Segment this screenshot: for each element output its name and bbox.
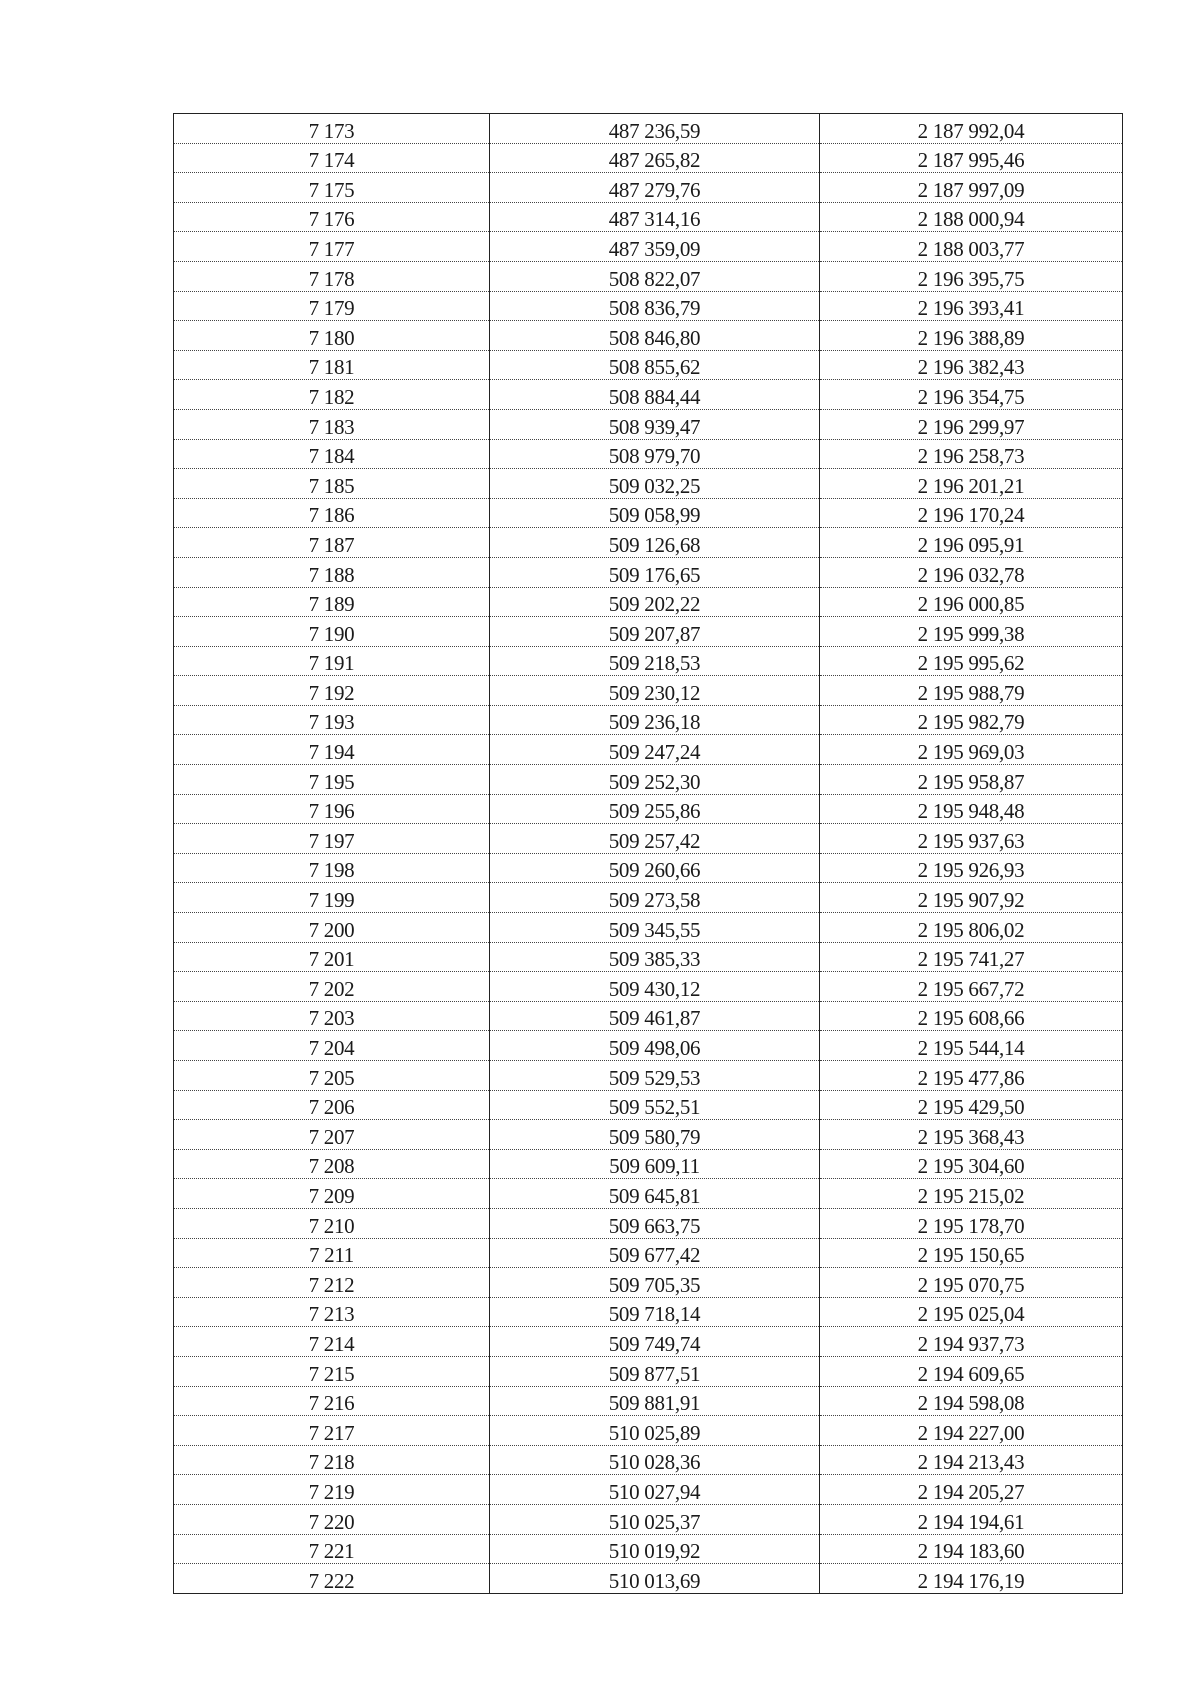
x-coordinate-cell: 509 677,42	[490, 1238, 820, 1268]
x-coordinate-cell: 509 218,53	[490, 646, 820, 676]
point-number-cell: 7 222	[174, 1564, 490, 1594]
point-number-cell: 7 187	[174, 528, 490, 558]
x-coordinate-cell: 509 230,12	[490, 676, 820, 706]
y-coordinate-cell: 2 195 608,66	[820, 1001, 1123, 1031]
y-coordinate-cell: 2 195 368,43	[820, 1120, 1123, 1150]
table-row	[174, 824, 1123, 854]
x-coordinate-cell: 487 314,16	[490, 202, 820, 232]
y-coordinate-cell: 2 196 258,73	[820, 439, 1123, 469]
y-coordinate-cell: 2 195 667,72	[820, 972, 1123, 1002]
y-coordinate-cell: 2 195 907,92	[820, 883, 1123, 913]
x-coordinate-cell: 509 176,65	[490, 557, 820, 587]
y-coordinate-cell: 2 195 070,75	[820, 1268, 1123, 1298]
x-coordinate-cell: 508 836,79	[490, 291, 820, 321]
y-coordinate-cell: 2 195 926,93	[820, 853, 1123, 883]
x-coordinate-cell: 487 236,59	[490, 114, 820, 144]
x-coordinate-cell: 509 247,24	[490, 735, 820, 765]
point-number-cell: 7 183	[174, 409, 490, 439]
table-row	[174, 705, 1123, 735]
table-row	[174, 1208, 1123, 1238]
table-row	[174, 557, 1123, 587]
table-row	[174, 1031, 1123, 1061]
x-coordinate-cell: 509 461,87	[490, 1001, 820, 1031]
point-number-cell: 7 176	[174, 202, 490, 232]
point-number-cell: 7 210	[174, 1208, 490, 1238]
point-number-cell: 7 213	[174, 1297, 490, 1327]
y-coordinate-cell: 2 195 544,14	[820, 1031, 1123, 1061]
point-number-cell: 7 177	[174, 232, 490, 262]
point-number-cell: 7 180	[174, 321, 490, 351]
table-row	[174, 794, 1123, 824]
point-number-cell: 7 185	[174, 469, 490, 499]
y-coordinate-cell: 2 194 213,43	[820, 1445, 1123, 1475]
point-number-cell: 7 190	[174, 617, 490, 647]
x-coordinate-cell: 508 884,44	[490, 380, 820, 410]
x-coordinate-cell: 509 552,51	[490, 1090, 820, 1120]
point-number-cell: 7 186	[174, 498, 490, 528]
y-coordinate-cell: 2 195 477,86	[820, 1061, 1123, 1091]
x-coordinate-cell: 510 025,37	[490, 1504, 820, 1534]
x-coordinate-cell: 508 846,80	[490, 321, 820, 351]
point-number-cell: 7 205	[174, 1061, 490, 1091]
table-row	[174, 1504, 1123, 1534]
table-row	[174, 409, 1123, 439]
x-coordinate-cell: 509 255,86	[490, 794, 820, 824]
point-number-cell: 7 199	[174, 883, 490, 913]
table-row	[174, 261, 1123, 291]
x-coordinate-cell: 509 663,75	[490, 1208, 820, 1238]
point-number-cell: 7 221	[174, 1534, 490, 1564]
x-coordinate-cell: 509 580,79	[490, 1120, 820, 1150]
table-row	[174, 202, 1123, 232]
point-number-cell: 7 197	[174, 824, 490, 854]
y-coordinate-cell: 2 196 354,75	[820, 380, 1123, 410]
y-coordinate-cell: 2 188 000,94	[820, 202, 1123, 232]
y-coordinate-cell: 2 195 982,79	[820, 705, 1123, 735]
table-row	[174, 1445, 1123, 1475]
table-row	[174, 913, 1123, 943]
x-coordinate-cell: 510 025,89	[490, 1416, 820, 1446]
table-row	[174, 1149, 1123, 1179]
y-coordinate-cell: 2 195 969,03	[820, 735, 1123, 765]
point-number-cell: 7 193	[174, 705, 490, 735]
table-row	[174, 735, 1123, 765]
y-coordinate-cell: 2 194 176,19	[820, 1564, 1123, 1594]
table-row	[174, 646, 1123, 676]
x-coordinate-cell: 509 705,35	[490, 1268, 820, 1298]
point-number-cell: 7 195	[174, 765, 490, 795]
table-row	[174, 587, 1123, 617]
point-number-cell: 7 204	[174, 1031, 490, 1061]
point-number-cell: 7 175	[174, 173, 490, 203]
y-coordinate-cell: 2 196 393,41	[820, 291, 1123, 321]
y-coordinate-cell: 2 196 388,89	[820, 321, 1123, 351]
point-number-cell: 7 218	[174, 1445, 490, 1475]
y-coordinate-cell: 2 194 194,61	[820, 1504, 1123, 1534]
y-coordinate-cell: 2 195 178,70	[820, 1208, 1123, 1238]
y-coordinate-cell: 2 194 183,60	[820, 1534, 1123, 1564]
y-coordinate-cell: 2 195 150,65	[820, 1238, 1123, 1268]
table-row	[174, 676, 1123, 706]
y-coordinate-cell: 2 196 170,24	[820, 498, 1123, 528]
x-coordinate-cell: 509 718,14	[490, 1297, 820, 1327]
point-number-cell: 7 174	[174, 143, 490, 173]
x-coordinate-cell: 509 881,91	[490, 1386, 820, 1416]
y-coordinate-cell: 2 195 948,48	[820, 794, 1123, 824]
x-coordinate-cell: 510 019,92	[490, 1534, 820, 1564]
x-coordinate-cell: 510 028,36	[490, 1445, 820, 1475]
y-coordinate-cell: 2 196 000,85	[820, 587, 1123, 617]
table-row	[174, 617, 1123, 647]
x-coordinate-cell: 487 265,82	[490, 143, 820, 173]
x-coordinate-cell: 487 279,76	[490, 173, 820, 203]
point-number-cell: 7 216	[174, 1386, 490, 1416]
y-coordinate-cell: 2 195 958,87	[820, 765, 1123, 795]
point-number-cell: 7 178	[174, 261, 490, 291]
point-number-cell: 7 201	[174, 942, 490, 972]
point-number-cell: 7 215	[174, 1356, 490, 1386]
table-row	[174, 469, 1123, 499]
table-row	[174, 1061, 1123, 1091]
y-coordinate-cell: 2 196 395,75	[820, 261, 1123, 291]
point-number-cell: 7 211	[174, 1238, 490, 1268]
y-coordinate-cell: 2 196 201,21	[820, 469, 1123, 499]
x-coordinate-cell: 510 013,69	[490, 1564, 820, 1594]
table-row	[174, 853, 1123, 883]
x-coordinate-cell: 509 529,53	[490, 1061, 820, 1091]
point-number-cell: 7 191	[174, 646, 490, 676]
point-number-cell: 7 203	[174, 1001, 490, 1031]
y-coordinate-cell: 2 195 937,63	[820, 824, 1123, 854]
point-number-cell: 7 217	[174, 1416, 490, 1446]
y-coordinate-cell: 2 195 741,27	[820, 942, 1123, 972]
y-coordinate-cell: 2 195 215,02	[820, 1179, 1123, 1209]
table-row	[174, 1179, 1123, 1209]
table-row	[174, 1268, 1123, 1298]
x-coordinate-cell: 509 202,22	[490, 587, 820, 617]
point-number-cell: 7 209	[174, 1179, 490, 1209]
y-coordinate-cell: 2 196 095,91	[820, 528, 1123, 558]
table-row	[174, 439, 1123, 469]
point-number-cell: 7 198	[174, 853, 490, 883]
table-row	[174, 942, 1123, 972]
y-coordinate-cell: 2 196 382,43	[820, 350, 1123, 380]
x-coordinate-cell: 509 126,68	[490, 528, 820, 558]
point-number-cell: 7 220	[174, 1504, 490, 1534]
table-row	[174, 1090, 1123, 1120]
table-row	[174, 1416, 1123, 1446]
x-coordinate-cell: 508 822,07	[490, 261, 820, 291]
y-coordinate-cell: 2 194 598,08	[820, 1386, 1123, 1416]
x-coordinate-cell: 509 058,99	[490, 498, 820, 528]
point-number-cell: 7 192	[174, 676, 490, 706]
y-coordinate-cell: 2 196 032,78	[820, 557, 1123, 587]
y-coordinate-cell: 2 187 992,04	[820, 114, 1123, 144]
y-coordinate-cell: 2 194 937,73	[820, 1327, 1123, 1357]
x-coordinate-cell: 509 498,06	[490, 1031, 820, 1061]
point-number-cell: 7 206	[174, 1090, 490, 1120]
point-number-cell: 7 208	[174, 1149, 490, 1179]
x-coordinate-cell: 509 260,66	[490, 853, 820, 883]
y-coordinate-cell: 2 187 997,09	[820, 173, 1123, 203]
point-number-cell: 7 182	[174, 380, 490, 410]
point-number-cell: 7 179	[174, 291, 490, 321]
x-coordinate-cell: 509 032,25	[490, 469, 820, 499]
x-coordinate-cell: 508 855,62	[490, 350, 820, 380]
table-row	[174, 291, 1123, 321]
x-coordinate-cell: 509 877,51	[490, 1356, 820, 1386]
table-row	[174, 1238, 1123, 1268]
y-coordinate-cell: 2 196 299,97	[820, 409, 1123, 439]
x-coordinate-cell: 509 385,33	[490, 942, 820, 972]
table-row	[174, 1534, 1123, 1564]
x-coordinate-cell: 509 430,12	[490, 972, 820, 1002]
table-row	[174, 1001, 1123, 1031]
y-coordinate-cell: 2 195 995,62	[820, 646, 1123, 676]
point-number-cell: 7 200	[174, 913, 490, 943]
table-row	[174, 972, 1123, 1002]
y-coordinate-cell: 2 195 304,60	[820, 1149, 1123, 1179]
x-coordinate-cell: 509 749,74	[490, 1327, 820, 1357]
x-coordinate-cell: 510 027,94	[490, 1475, 820, 1505]
table-row	[174, 350, 1123, 380]
y-coordinate-cell: 2 188 003,77	[820, 232, 1123, 262]
x-coordinate-cell: 509 207,87	[490, 617, 820, 647]
y-coordinate-cell: 2 194 609,65	[820, 1356, 1123, 1386]
point-number-cell: 7 184	[174, 439, 490, 469]
x-coordinate-cell: 509 257,42	[490, 824, 820, 854]
coordinates-table-body	[174, 114, 1123, 1594]
y-coordinate-cell: 2 195 999,38	[820, 617, 1123, 647]
table-row	[174, 1297, 1123, 1327]
table-row	[174, 765, 1123, 795]
x-coordinate-cell: 509 236,18	[490, 705, 820, 735]
point-number-cell: 7 173	[174, 114, 490, 144]
table-row	[174, 1564, 1123, 1594]
point-number-cell: 7 202	[174, 972, 490, 1002]
y-coordinate-cell: 2 194 227,00	[820, 1416, 1123, 1446]
y-coordinate-cell: 2 195 025,04	[820, 1297, 1123, 1327]
table-row	[174, 1356, 1123, 1386]
x-coordinate-cell: 487 359,09	[490, 232, 820, 262]
point-number-cell: 7 194	[174, 735, 490, 765]
point-number-cell: 7 181	[174, 350, 490, 380]
point-number-cell: 7 196	[174, 794, 490, 824]
y-coordinate-cell: 2 187 995,46	[820, 143, 1123, 173]
table-row	[174, 232, 1123, 262]
x-coordinate-cell: 508 979,70	[490, 439, 820, 469]
table-row	[174, 380, 1123, 410]
point-number-cell: 7 214	[174, 1327, 490, 1357]
table-row	[174, 883, 1123, 913]
table-row	[174, 1120, 1123, 1150]
point-number-cell: 7 219	[174, 1475, 490, 1505]
x-coordinate-cell: 509 273,58	[490, 883, 820, 913]
y-coordinate-cell: 2 195 429,50	[820, 1090, 1123, 1120]
table-row	[174, 114, 1123, 144]
table-row	[174, 498, 1123, 528]
x-coordinate-cell: 509 645,81	[490, 1179, 820, 1209]
point-number-cell: 7 189	[174, 587, 490, 617]
y-coordinate-cell: 2 195 806,02	[820, 913, 1123, 943]
table-row	[174, 1475, 1123, 1505]
x-coordinate-cell: 509 609,11	[490, 1149, 820, 1179]
table-row	[174, 173, 1123, 203]
point-number-cell: 7 188	[174, 557, 490, 587]
table-row	[174, 143, 1123, 173]
table-row	[174, 528, 1123, 558]
x-coordinate-cell: 509 252,30	[490, 765, 820, 795]
table-row	[174, 1386, 1123, 1416]
x-coordinate-cell: 509 345,55	[490, 913, 820, 943]
table-row	[174, 321, 1123, 351]
table-row	[174, 1327, 1123, 1357]
y-coordinate-cell: 2 195 988,79	[820, 676, 1123, 706]
coordinates-table	[173, 113, 1123, 1594]
y-coordinate-cell: 2 194 205,27	[820, 1475, 1123, 1505]
point-number-cell: 7 207	[174, 1120, 490, 1150]
point-number-cell: 7 212	[174, 1268, 490, 1298]
x-coordinate-cell: 508 939,47	[490, 409, 820, 439]
